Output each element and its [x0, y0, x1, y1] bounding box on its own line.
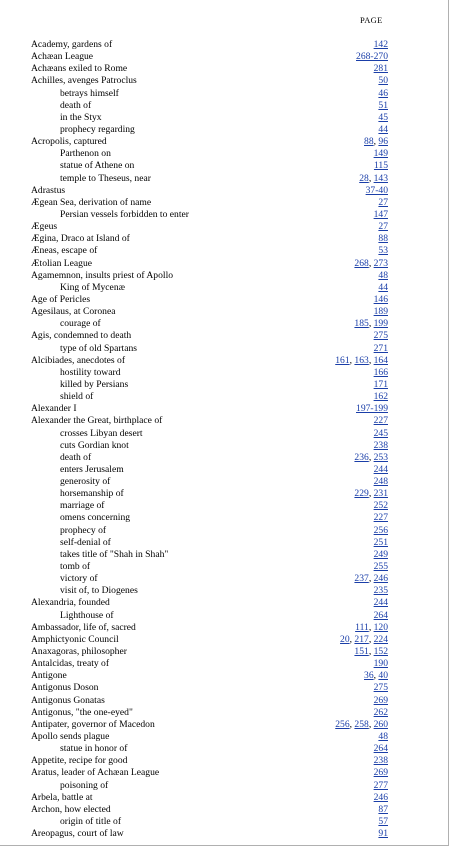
page-link[interactable]: 246 [373, 573, 388, 585]
page-refs [374, 610, 388, 621]
page-link[interactable]: 91 [378, 828, 388, 840]
index-entry [31, 755, 388, 767]
index-subentry [31, 512, 388, 524]
page-refs [374, 658, 388, 669]
page-link[interactable]: 231 [373, 488, 388, 500]
page-link[interactable]: 238 [373, 755, 388, 767]
page-refs [374, 792, 388, 803]
index-term: death of [60, 99, 92, 111]
index-subentry [31, 585, 388, 597]
page-link[interactable]: 44 [378, 281, 388, 293]
page-refs [374, 525, 388, 536]
index-term: Academy, gardens of [31, 39, 113, 50]
index-subentry [31, 537, 388, 549]
index-subentry [31, 379, 388, 391]
index-term: killed by Persians [60, 378, 129, 390]
page-refs [374, 682, 388, 693]
index-term: Amphictyonic Council [31, 633, 119, 645]
index-entry [31, 270, 388, 282]
index-subentry [31, 525, 388, 537]
page-link[interactable]: 238 [373, 439, 388, 451]
index-term: Adrastus [31, 184, 66, 196]
page-link[interactable]: 45 [378, 111, 388, 123]
page-link[interactable]: 252 [373, 500, 388, 512]
page-link[interactable]: 189 [373, 306, 388, 318]
page-link[interactable]: 120 [373, 621, 388, 633]
index-term: Ægean Sea, derivation of name [31, 196, 152, 208]
index-term: statue of Athene on [60, 160, 135, 172]
page-refs: 28, 143 [359, 172, 388, 184]
index-entry [31, 792, 388, 804]
page-refs: 111, 120 [355, 621, 388, 633]
page-refs [374, 500, 388, 511]
page-link[interactable]: 273 [373, 257, 388, 269]
page-refs [374, 440, 388, 451]
index-entry [31, 646, 388, 658]
index-entry [31, 221, 388, 233]
index-term: Ambassador, life of, sacred [31, 621, 136, 633]
page-link[interactable]: 190 [373, 658, 388, 670]
page-refs: 161, 163, 164 [335, 354, 388, 366]
index-entry [31, 258, 388, 270]
page-refs [374, 743, 388, 754]
page-link[interactable]: 151 [354, 646, 369, 658]
page-refs [374, 537, 388, 548]
index-term: horsemanship of [60, 488, 124, 500]
index-term: statue in honor of [60, 743, 128, 755]
index-term: Agesilaus, at Coronea [31, 306, 116, 318]
page-refs [374, 379, 388, 390]
page-refs [374, 209, 388, 220]
page-link[interactable]: 268-270 [356, 51, 388, 63]
page-link[interactable]: 199 [373, 318, 388, 330]
index-term: prophecy regarding [60, 123, 135, 135]
index-term: Archon, how elected [31, 803, 111, 815]
index-entry [31, 634, 388, 646]
page-link[interactable]: 44 [378, 123, 388, 135]
index-term: tomb of [60, 561, 91, 573]
page-refs [374, 148, 388, 159]
index-term: Arbela, battle at [31, 791, 93, 803]
index-entry [31, 39, 388, 51]
index-subentry [31, 488, 388, 500]
index-term: Agis, condemned to death [31, 330, 132, 342]
index-entry [31, 828, 388, 840]
page-link[interactable]: 162 [373, 391, 388, 403]
index-term: Age of Pericles [31, 293, 91, 305]
index-subentry [31, 100, 388, 112]
page-link[interactable]: 142 [373, 39, 388, 50]
index-term: crosses Libyan desert [60, 427, 143, 439]
index-term: betrays himself [60, 87, 119, 99]
page-refs [378, 100, 388, 111]
index-term: Antigone [31, 670, 67, 682]
page-link[interactable]: 152 [373, 646, 388, 658]
page-refs [374, 343, 388, 354]
page-link[interactable]: 147 [373, 208, 388, 220]
index-term: Alcibiades, anecdotes of [31, 354, 126, 366]
page-link[interactable]: 277 [373, 779, 388, 791]
page-link[interactable]: 143 [373, 172, 388, 184]
index-subentry [31, 549, 388, 561]
page-link[interactable]: 281 [373, 63, 388, 75]
index-term: Lighthouse of [60, 609, 114, 621]
page-link[interactable]: 256 [335, 718, 350, 730]
index-term: Achilles, avenges Patroclus [31, 75, 137, 87]
page-refs [378, 804, 388, 815]
index-term: marriage of [60, 500, 105, 512]
page-link[interactable]: 88 [378, 233, 388, 245]
page-link[interactable]: 36 [364, 670, 374, 682]
page-link[interactable]: 260 [373, 718, 388, 730]
page-refs [374, 39, 388, 50]
page-refs: 256, 258, 260 [335, 718, 388, 730]
index-entry [31, 306, 388, 318]
index-subentry [31, 780, 388, 792]
page-refs [378, 731, 388, 742]
index-entry [31, 695, 388, 707]
page-link[interactable]: 245 [373, 427, 388, 439]
index-entry [31, 197, 388, 209]
page-refs [374, 597, 388, 608]
index-subentry [31, 452, 388, 464]
page-refs [378, 88, 388, 99]
index-term: Aratus, leader of Achæan League [31, 767, 160, 779]
index-entry [31, 185, 388, 197]
index-entry [31, 136, 388, 148]
page-link[interactable]: 227 [373, 512, 388, 524]
page-refs [378, 112, 388, 123]
index-term: death of [60, 451, 92, 463]
page-link[interactable]: 48 [378, 269, 388, 281]
page-link[interactable]: 20 [340, 633, 350, 645]
index-term: type of old Spartans [60, 342, 138, 354]
page-refs: 151, 152 [354, 646, 388, 658]
index-term: Ægina, Draco at Island of [31, 233, 130, 245]
index-subentry [31, 282, 388, 294]
index-entry [31, 707, 388, 719]
page-link[interactable]: 197-199 [356, 403, 388, 415]
page-refs [378, 270, 388, 281]
index-term: courage of [60, 318, 101, 330]
index-entry [31, 682, 388, 694]
index-term: Alexandria, founded [31, 597, 110, 609]
index-entry [31, 63, 388, 75]
page-link[interactable]: 46 [378, 87, 388, 99]
page-link[interactable]: 163 [354, 354, 369, 366]
index-term: Alexander the Great, birthplace of [31, 415, 163, 427]
page-refs [378, 245, 388, 256]
index-entry [31, 719, 388, 731]
index-term: Alexander I [31, 403, 77, 415]
page-link[interactable]: 251 [373, 536, 388, 548]
index-term: Persian vessels forbidden to enter [60, 208, 189, 220]
index-subentry [31, 391, 388, 403]
page-link[interactable]: 269 [373, 694, 388, 706]
page-refs [366, 185, 388, 196]
page-refs: 20, 217, 224 [340, 633, 388, 645]
page-link[interactable]: 171 [373, 378, 388, 390]
page-link[interactable]: 246 [373, 791, 388, 803]
index-term: shield of [60, 391, 94, 403]
index-subentry [31, 573, 388, 585]
page-link[interactable]: 224 [373, 633, 388, 645]
index-entry [31, 415, 388, 427]
page-refs [378, 282, 388, 293]
page-refs [374, 512, 388, 523]
page-link[interactable]: 115 [373, 160, 388, 172]
index-entry [31, 245, 388, 257]
page-refs: 185, 199 [354, 318, 388, 330]
page-link[interactable]: 146 [373, 293, 388, 305]
index-entry [31, 731, 388, 743]
page-refs [374, 464, 388, 475]
page-refs: 237, 246 [354, 573, 388, 585]
index-term: victory of [60, 573, 98, 585]
page-refs [378, 75, 388, 86]
page-refs [374, 476, 388, 487]
page-refs [374, 367, 388, 378]
index-entry [31, 51, 388, 63]
page-column-header: PAGE [360, 15, 383, 25]
page-refs [356, 403, 388, 414]
page-refs [374, 63, 388, 74]
page-link[interactable]: 53 [378, 245, 388, 257]
page-link[interactable]: 275 [373, 682, 388, 694]
index-subentry [31, 173, 388, 185]
index-term: Achæan League [31, 51, 94, 63]
index-term: poisoning of [60, 779, 109, 791]
page-link[interactable]: 253 [373, 451, 388, 463]
page-link[interactable]: 237 [354, 573, 369, 585]
index-term: Antipater, governor of Macedon [31, 718, 155, 730]
page-link[interactable]: 149 [373, 148, 388, 160]
page-refs [374, 294, 388, 305]
page-link[interactable]: 166 [373, 366, 388, 378]
page-refs [374, 695, 388, 706]
index-subentry [31, 440, 388, 452]
index-subentry [31, 112, 388, 124]
page-refs [374, 549, 388, 560]
page-refs [374, 561, 388, 572]
page-refs [378, 233, 388, 244]
page-link[interactable]: 235 [373, 585, 388, 597]
page-link[interactable]: 248 [373, 476, 388, 488]
page-link[interactable]: 111 [355, 621, 369, 633]
page-refs: 36, 40 [364, 670, 388, 682]
page-refs: 229, 231 [354, 488, 388, 500]
page-link[interactable]: 161 [335, 354, 350, 366]
index-term: omens concerning [60, 512, 131, 524]
index-entry [31, 75, 388, 87]
index-subentry [31, 428, 388, 440]
index-term: temple to Theseus, near [60, 172, 151, 184]
index-subentry [31, 816, 388, 828]
page-link[interactable]: 88 [364, 136, 374, 148]
page-link[interactable]: 227 [373, 415, 388, 427]
index-term: Acropolis, captured [31, 136, 107, 148]
page-link[interactable]: 27 [378, 196, 388, 208]
page-link[interactable]: 249 [373, 548, 388, 560]
index-term: Antalcidas, treaty of [31, 658, 110, 670]
page-refs: 88, 96 [364, 136, 388, 148]
page-link[interactable]: 255 [373, 561, 388, 573]
index-subentry [31, 476, 388, 488]
page-link[interactable]: 256 [373, 524, 388, 536]
index-term: Parthenon on [60, 148, 111, 160]
index-term: self-denial of [60, 536, 111, 548]
index-subentry [31, 500, 388, 512]
index-term: hostility toward [60, 366, 121, 378]
page-refs [374, 415, 388, 426]
index-subentry [31, 318, 388, 330]
index-entry [31, 233, 388, 245]
page-link[interactable]: 28 [359, 172, 369, 184]
index-term: Ægeus [31, 221, 58, 233]
page-link[interactable]: 271 [373, 342, 388, 354]
page-refs [374, 707, 388, 718]
page-link[interactable]: 229 [354, 488, 369, 500]
index-list [31, 39, 388, 840]
index-term: generosity of [60, 476, 111, 488]
page-link[interactable]: 37-40 [365, 184, 388, 196]
page-link[interactable]: 269 [373, 767, 388, 779]
page-link[interactable]: 275 [373, 330, 388, 342]
page-link[interactable]: 51 [378, 99, 388, 111]
page-refs [374, 391, 388, 402]
page-link[interactable]: 50 [378, 75, 388, 87]
page-refs [374, 330, 388, 341]
index-entry [31, 355, 388, 367]
page-link[interactable]: 40 [378, 670, 388, 682]
page-link[interactable]: 244 [373, 597, 388, 609]
index-subentry [31, 743, 388, 755]
index-entry [31, 670, 388, 682]
page-refs [374, 160, 388, 171]
index-entry [31, 403, 388, 415]
index-term: visit of, to Diogenes [60, 585, 138, 597]
page-link[interactable]: 48 [378, 731, 388, 743]
index-term: Antigonus, "the one-eyed" [31, 706, 133, 718]
page-link[interactable]: 258 [354, 718, 369, 730]
index-subentry [31, 209, 388, 221]
index-term: Achæans exiled to Rome [31, 63, 128, 75]
page-refs [374, 767, 388, 778]
index-entry [31, 767, 388, 779]
index-subentry [31, 610, 388, 622]
index-term: Ætolian League [31, 257, 93, 269]
page-refs: 236, 253 [354, 451, 388, 463]
page-link[interactable]: 27 [378, 221, 388, 233]
index-term: Antigonus Gonatas [31, 694, 105, 706]
page-link[interactable]: 96 [378, 136, 388, 148]
page-link[interactable]: 87 [378, 803, 388, 815]
page-link[interactable]: 268 [354, 257, 369, 269]
page-refs [378, 828, 388, 839]
index-term: Apollo sends plague [31, 731, 110, 743]
index-entry [31, 294, 388, 306]
index-term: Anaxagoras, philosopher [31, 646, 127, 658]
index-entry [31, 330, 388, 342]
index-term: prophecy of [60, 524, 107, 536]
index-entry [31, 597, 388, 609]
page-refs [378, 816, 388, 827]
index-subentry [31, 367, 388, 379]
index-term: in the Styx [60, 111, 102, 123]
index-entry [31, 658, 388, 670]
page-refs [378, 197, 388, 208]
page-refs [378, 124, 388, 135]
index-term: Appetite, recipe for good [31, 755, 128, 767]
page-refs [374, 780, 388, 791]
page-link[interactable]: 264 [373, 743, 388, 755]
page-link[interactable]: 262 [373, 706, 388, 718]
page-link[interactable]: 57 [378, 816, 388, 827]
index-term: Agamemnon, insults priest of Apollo [31, 269, 174, 281]
page-refs [374, 755, 388, 766]
page-link[interactable]: 185 [354, 318, 369, 330]
page-refs [378, 221, 388, 232]
index-subentry [31, 464, 388, 476]
page-link[interactable]: 236 [354, 451, 369, 463]
index-subentry [31, 148, 388, 160]
page-refs [356, 51, 388, 62]
page-refs [374, 428, 388, 439]
index-term: King of Mycenæ [60, 281, 126, 293]
index-subentry [31, 88, 388, 100]
page-link[interactable]: 264 [373, 609, 388, 621]
index-term: Antigonus Doson [31, 682, 99, 694]
page-link[interactable]: 244 [373, 463, 388, 475]
index-subentry [31, 160, 388, 172]
index-subentry [31, 343, 388, 355]
index-term: Æneas, escape of [31, 245, 98, 257]
index-term: takes title of "Shah in Shah" [60, 548, 169, 560]
page-refs [374, 306, 388, 317]
page-refs [374, 585, 388, 596]
index-entry [31, 622, 388, 634]
index-entry [31, 804, 388, 816]
index-term: enters Jerusalem [60, 463, 124, 475]
index-term: origin of title of [60, 816, 122, 827]
index-term: cuts Gordian knot [60, 439, 129, 451]
index-subentry [31, 561, 388, 573]
page-refs: 268, 273 [354, 257, 388, 269]
page-link[interactable]: 217 [354, 633, 369, 645]
index-subentry [31, 124, 388, 136]
index-term: Areopagus, court of law [31, 828, 124, 840]
page-link[interactable]: 164 [373, 354, 388, 366]
